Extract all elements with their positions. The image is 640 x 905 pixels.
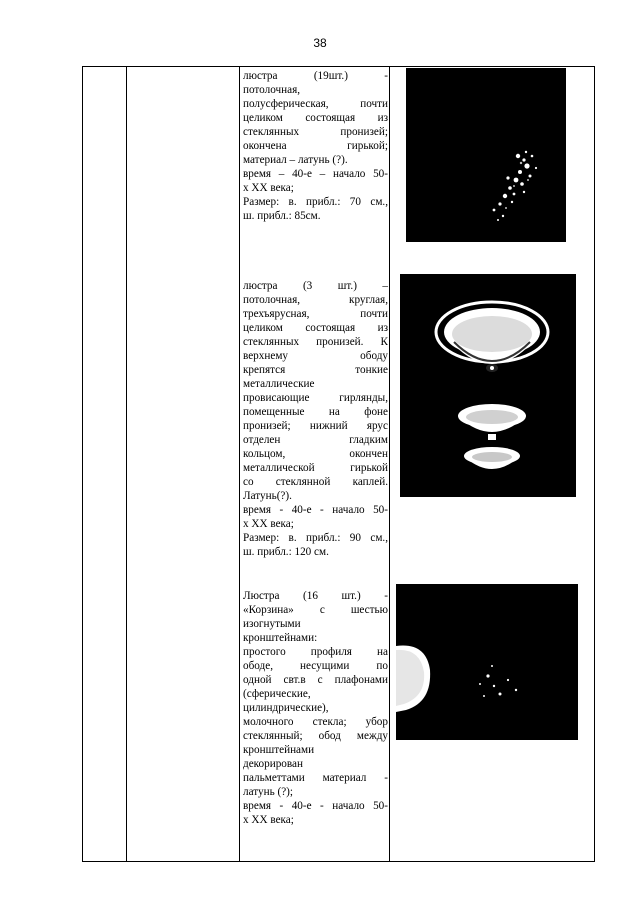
- column-divider: [239, 67, 240, 861]
- chandelier-photo-3: [396, 584, 578, 740]
- item-description-2: люстра (3 шт.) – потолочная, круглая, трехъярусная, почти целиком состоящая из стеклянных пронизей. К верхнему ободу крепятся тонкие металлические провисающие гирлянды, помещенные на фоне пронизей; нижний ярус отделен гладким кольцом, окончен металлической гирькой со стеклянной каплей. Латунь(?). время - 40-е - начало 50- х ХХ века; Размер: в. прибл.: 90 см., ш. прибл.: 120 см.: [243, 280, 388, 558]
- chandelier-photo-1: [406, 68, 566, 242]
- item-description-3: Люстра (16 шт.) - «Корзина» с шестью изогнутыми кронштейнами: простого профиля на ободе, несущими по одной свт.в с плафонами (сферические, цилиндрические), молочного стекла; убор стеклянный; обод между кронштейнами декорирован пальметтами материал - латунь (?); время - 40-е - начало 50- х ХХ века;: [243, 590, 388, 826]
- column-divider: [126, 67, 127, 861]
- item-description-1: люстра (19шт.) - потолочная, полусферическая, почти целиком состоящая из стеклянных пронизей; окончена гирькой; материал – латунь (?). время – 40-е – начало 50- х ХХ века; Размер: в. прибл.: 70 см., ш. прибл.: 85см.: [243, 70, 388, 222]
- column-divider: [389, 67, 390, 861]
- chandelier-photo-2: [400, 274, 576, 497]
- page-number: 38: [313, 36, 327, 50]
